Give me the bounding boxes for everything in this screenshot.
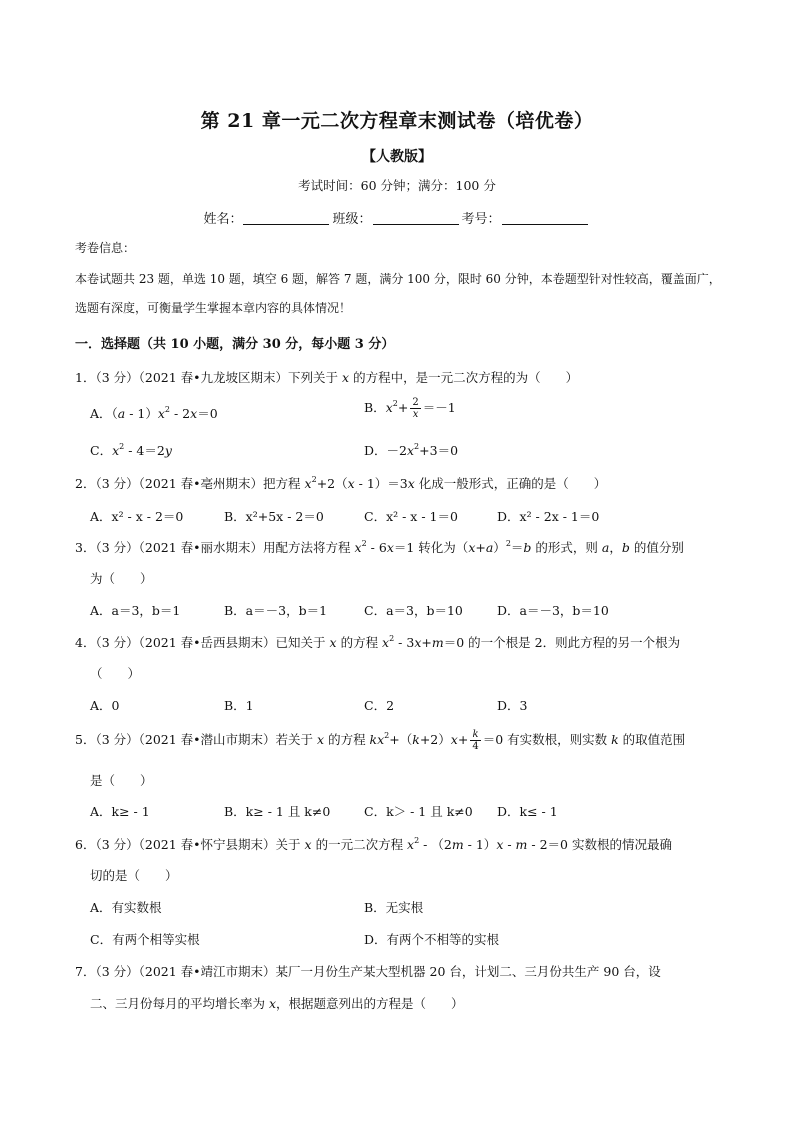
q1-option-c[interactable] [90, 441, 172, 459]
question-7 [75, 962, 727, 980]
question-2 [75, 474, 727, 492]
q3-option-b[interactable]: B．a＝－3，b＝1 [224, 603, 328, 618]
exponent: 2 [384, 731, 390, 740]
variable: x [386, 540, 394, 555]
exam-time-score: 考试时间：60 分钟；满分：100 分 [298, 178, 496, 193]
fraction [470, 729, 480, 752]
question-number: 5． [75, 732, 96, 747]
question-number: 7． [75, 964, 96, 979]
exponent: 2 [389, 634, 395, 643]
variable: x [385, 400, 393, 415]
student-info-fields [0, 208, 794, 227]
question-text: ＝1 转化为（ [393, 540, 469, 555]
q3-option-c[interactable]: C．a＝3，b＝10 [364, 603, 463, 618]
question-number: 3． [75, 540, 96, 555]
variable: x [414, 635, 422, 650]
question-text: - 1） [463, 837, 497, 852]
question-4: 4．（3 分）（2021 春•岳西县期末）已知关于 x 的方程 $x^2 - 3x+m=0$ 的一个根是 2．则此方程的另一个根为 [75, 634, 681, 650]
question-text: +2（ [316, 476, 348, 491]
exponent: 2 [164, 405, 171, 414]
q1-option-b[interactable]: B．$x^2+$ $\frac{2}{x}$ ＝－1 [364, 397, 456, 420]
question-text: 的方程中，是一元二次方程的为（ ） [349, 370, 579, 385]
question-3-line-2: 为（ ） [90, 571, 153, 586]
question-text: - 3 [394, 635, 415, 650]
question-6-line-2: 切的是（ ） [90, 868, 178, 883]
option-text: ＝0 [197, 406, 218, 421]
question-text: 的值分别 [629, 540, 684, 555]
fraction-numerator: k [470, 729, 480, 741]
question-text: ，根据题意列出的方程是（ ） [276, 996, 464, 1011]
exponent: 2 [361, 539, 367, 548]
question-source: （3 分）（2021 春•九龙坡区期末） [95, 370, 289, 385]
variable: x [406, 443, 415, 458]
variable: x [157, 406, 165, 421]
question-text: 的形式，则 [531, 540, 602, 555]
q6-option-d[interactable]: D．有两个不相等的实根 [364, 932, 500, 947]
variable: x [347, 476, 355, 491]
q4-option-a[interactable]: A．0 [90, 698, 120, 713]
fraction [410, 397, 420, 420]
q1-option-d[interactable] [364, 441, 458, 459]
question-text: ＝0 有实数根，则实数 [482, 732, 612, 747]
variable: x [112, 443, 120, 458]
variable: x [304, 837, 312, 852]
exponent: 2 [119, 442, 125, 451]
exponent: 2 [311, 475, 317, 484]
variable: m [451, 837, 464, 852]
option-text: - 2 [170, 406, 191, 421]
class-blank[interactable] [373, 210, 459, 225]
name-blank[interactable] [243, 210, 329, 225]
question-text: 的一元二次方程 [311, 837, 408, 852]
option-text: A．（ [90, 406, 118, 421]
q2-option-c[interactable]: C．x² - x - 1＝0 [364, 509, 458, 524]
question-number: 4． [75, 635, 96, 650]
question-text: 化成一般形式，正确的是（ ） [414, 476, 607, 491]
variable: x [342, 370, 350, 385]
exam-title: 第 21 章一元二次方程章末测试卷（培优卷） [200, 110, 594, 132]
question-number: 1． [75, 370, 96, 385]
q5-option-b[interactable]: B．k≥ - 1 且 k≠0 [224, 804, 331, 819]
variable: m [515, 837, 528, 852]
question-text: 的方程 [336, 635, 383, 650]
option-text: B． [364, 400, 386, 415]
question-text: ＝ [510, 540, 524, 555]
question-text: +（ [389, 732, 413, 747]
question-source: （3 分）（2021 春•怀宁县期末） [95, 837, 276, 852]
question-text: 关于 [275, 837, 305, 852]
q2-option-d[interactable]: D．x² - 2x - 1＝0 [497, 509, 600, 524]
q5-option-a[interactable]: A．k≥ - 1 [90, 804, 150, 819]
option-text: D．－2 [364, 443, 407, 458]
q5-option-c[interactable]: C．k＞ - 1 且 k≠0 [364, 804, 473, 819]
question-source: （3 分）（2021 春•岳西县期末） [95, 635, 276, 650]
variable: y [164, 443, 172, 458]
question-source: （3 分）（2021 春•亳州期末） [95, 476, 264, 491]
question-text: 某厂一月份生产某大型机器 20 台，计划二、三月份共生产 90 台，设 [275, 964, 661, 979]
number-label: 考号： [461, 212, 501, 227]
variable: x [354, 540, 362, 555]
question-number: 6． [75, 837, 96, 852]
variable: x [450, 732, 458, 747]
question-text: - [503, 837, 516, 852]
question-7-line-2 [90, 994, 742, 1012]
variable: b [621, 540, 630, 555]
exponent: 2 [414, 442, 420, 451]
question-source: （3 分）（2021 春•丽水期末） [95, 540, 264, 555]
fraction-denominator: 4 [472, 741, 479, 752]
variable: x [317, 732, 325, 747]
variable: kx [369, 732, 385, 747]
question-text: 的取值范围 [618, 732, 686, 747]
variable: x [190, 406, 198, 421]
question-text: +2） [419, 732, 451, 747]
variable: x [329, 635, 337, 650]
q1-option-a[interactable] [90, 404, 218, 422]
question-source: （3 分）（2021 春•靖江市期末） [95, 964, 276, 979]
question-text: 的方程 [324, 732, 370, 747]
question-1 [75, 368, 727, 386]
question-text: 把方程 [263, 476, 305, 491]
q2-option-b[interactable]: B．x²+5x - 2＝0 [224, 509, 324, 524]
variable: x [496, 837, 504, 852]
q4-option-d[interactable]: D．3 [497, 698, 528, 713]
variable: x [268, 996, 277, 1011]
question-6 [75, 835, 727, 853]
variable: k [611, 732, 619, 747]
question-text: - 2＝0 实数根的情况最确 [527, 837, 672, 852]
option-text: +3＝0 [419, 443, 459, 458]
class-label: 班级： [332, 212, 372, 227]
question-text: 若关于 [275, 732, 318, 747]
q4-option-b[interactable]: B．1 [224, 698, 254, 713]
q6-option-b[interactable]: B．无实根 [364, 900, 424, 915]
question-text: 下列关于 [288, 370, 343, 385]
fraction-numerator: 2 [412, 397, 419, 408]
exponent: 2 [392, 399, 398, 408]
q6-option-a[interactable]: A．有实数根 [90, 900, 162, 915]
variable: a [117, 406, 126, 421]
question-5: 5．（3 分）（2021 春•潜山市期末）若关于 x 的方程 $kx^2+(k+2)x+$ $\frac{k}{4}$ ＝0 有实数根，则实数 k 的取值范围 [75, 729, 686, 752]
exponent: 2 [505, 539, 511, 548]
question-text: - 6 [366, 540, 387, 555]
section-1-heading: 一．选择题（共 10 小题，满分 30 分，每小题 3 分） [75, 337, 395, 352]
question-text: - （2 [419, 837, 452, 852]
q3-option-a[interactable]: A．a＝3，b＝1 [90, 603, 181, 618]
number-blank[interactable] [502, 210, 588, 225]
q4-option-c[interactable]: C．2 [364, 698, 395, 713]
variable: m [431, 635, 444, 650]
info-text: 本卷试题共 23 题，单选 10 题，填空 6 题，解答 7 题，满分 100 分，限时 60 分钟，本卷题型针对性较高，覆盖面广，选题有深度，可衡量学生掌握本章内容的具体情况！ [75, 272, 721, 315]
variable: x+a [468, 540, 494, 555]
question-text: ） [493, 540, 506, 555]
question-text: 用配方法将方程 [263, 540, 355, 555]
variable: a [601, 540, 610, 555]
question-text: - 1）＝3 [354, 476, 408, 491]
question-text: ＝0 的一个根是 2．则此方程的另一个根为 [443, 635, 681, 650]
question-3 [75, 538, 727, 556]
variable: x [304, 476, 312, 491]
q3-option-d[interactable]: D．a＝－3，b＝10 [497, 603, 609, 618]
question-text: 已知关于 [275, 635, 330, 650]
question-number: 2． [75, 476, 96, 491]
option-text: ＝－1 [422, 400, 456, 415]
variable: x [382, 635, 390, 650]
q2-option-a[interactable]: A．x² - x - 2＝0 [90, 509, 184, 524]
option-text: - 1） [125, 406, 158, 421]
variable: b [523, 540, 532, 555]
edition-label: 【人教版】 [362, 149, 432, 165]
question-5-line-2: 是（ ） [90, 773, 153, 788]
question-text: ， [609, 540, 622, 555]
question-source: （3 分）（2021 春•潜山市期末） [95, 732, 276, 747]
q5-option-d[interactable]: D．k≤ - 1 [497, 804, 558, 819]
info-heading: 考卷信息： [75, 241, 136, 255]
exponent: 2 [414, 836, 420, 845]
name-label: 姓名： [203, 212, 243, 227]
variable: x [407, 476, 415, 491]
fraction-denominator: x [412, 409, 419, 420]
variable: x [407, 837, 415, 852]
option-text: - 4＝2 [124, 443, 165, 458]
option-text: C． [90, 443, 113, 458]
q6-option-c[interactable]: C．有两个相等实根 [90, 932, 200, 947]
question-text: 二、三月份每月的平均增长率为 [90, 996, 269, 1011]
question-4-line-2: （ ） [90, 666, 141, 681]
variable: k [412, 732, 420, 747]
